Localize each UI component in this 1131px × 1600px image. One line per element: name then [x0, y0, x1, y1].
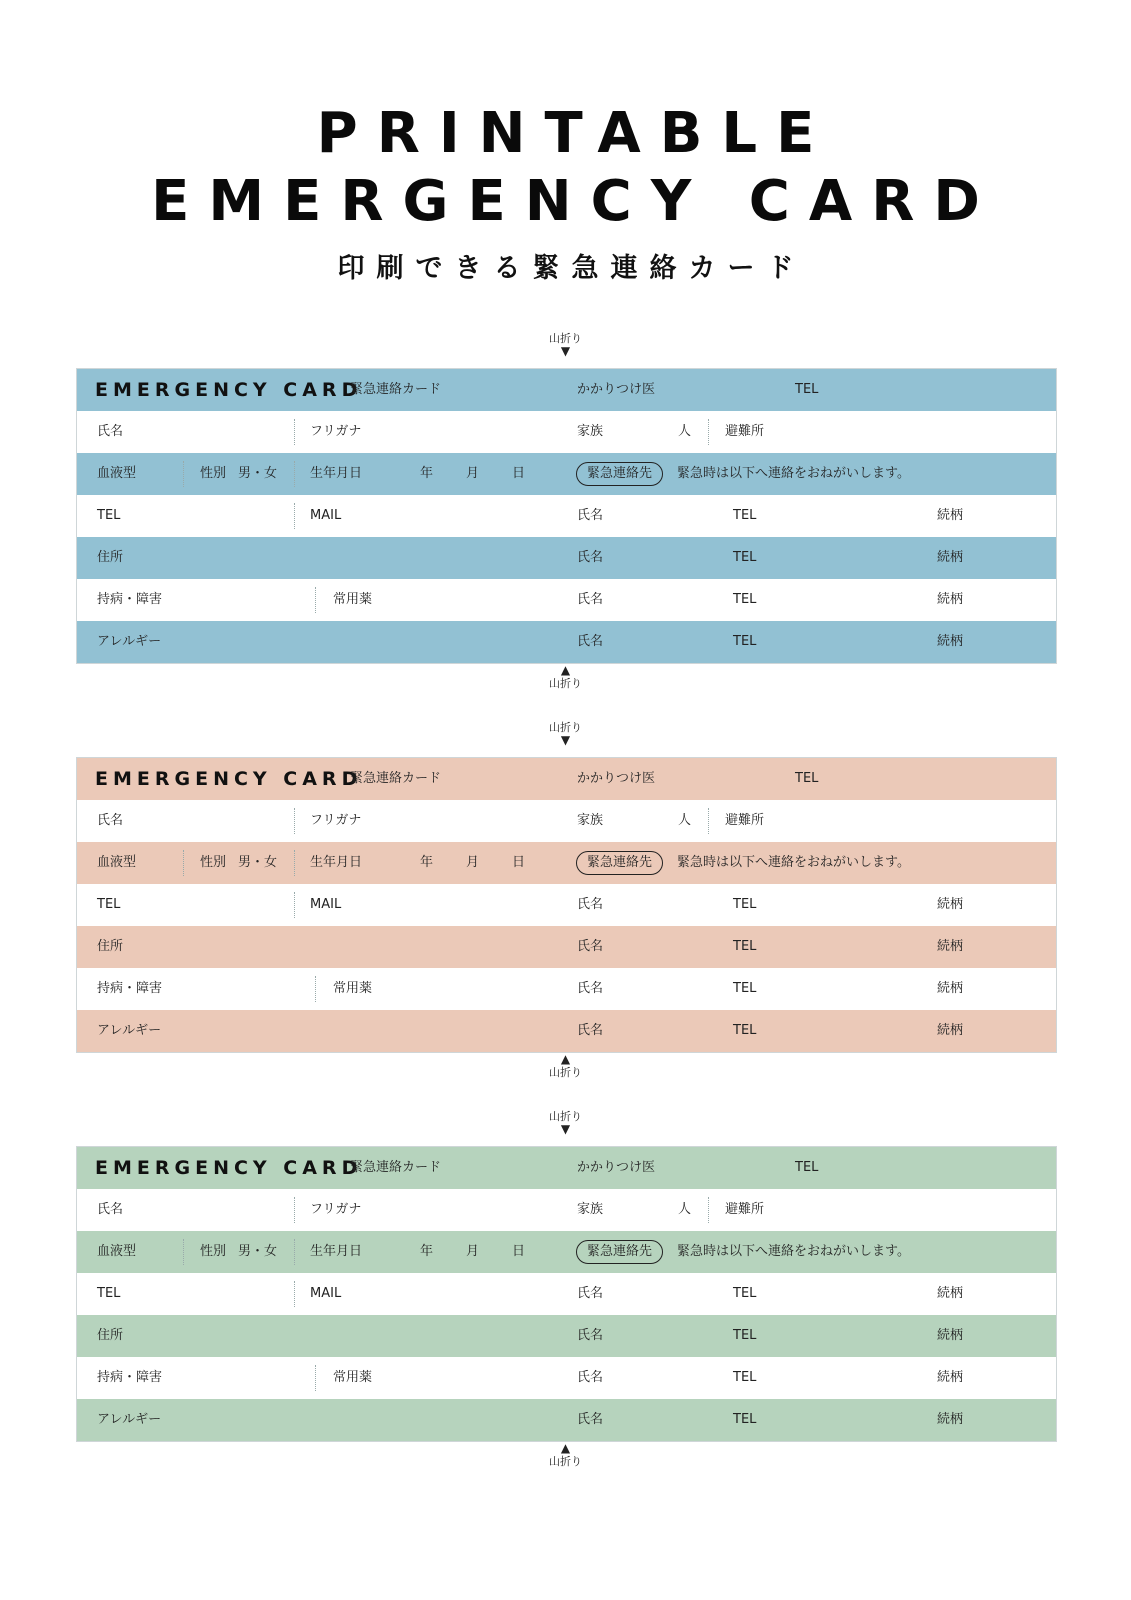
family-persons-label: 人: [678, 1202, 692, 1217]
emergency-contact-badge: 緊急連絡先: [576, 462, 663, 486]
emergency-note: 緊急時は以下へ連絡をおねがいします。: [677, 1244, 910, 1259]
tel-label: TEL: [97, 1286, 121, 1301]
medicine-label: 常用薬: [333, 592, 373, 607]
contact-tel-label: TEL: [733, 1023, 757, 1038]
contact-tel-label: TEL: [733, 508, 757, 523]
contact-tel-label: TEL: [733, 897, 757, 912]
contact-row-2: [77, 926, 1056, 968]
shelter-label: 避難所: [725, 1202, 765, 1217]
fold-label: 山折り: [549, 1455, 582, 1468]
contact-tel-label: TEL: [733, 1412, 757, 1427]
shelter-label: 避難所: [725, 424, 765, 439]
contact-tel-label: TEL: [733, 981, 757, 996]
contact-row-3: [77, 968, 1056, 1010]
fold-arrow-down-icon: ▼: [560, 344, 571, 358]
blood-label: 血液型: [97, 466, 137, 481]
birthday-label: 生年月日: [310, 855, 363, 870]
card-brand-sub: 緊急連絡カード: [350, 382, 442, 397]
title-line-2: EMERGENCY CARD: [151, 169, 999, 234]
fold-marker-top: [0, 721, 1131, 747]
card-peach: [76, 757, 1057, 1053]
month-label: 月: [466, 466, 480, 481]
contact-tel-label: TEL: [733, 592, 757, 607]
fold-arrow-up-icon: ▲: [560, 1441, 571, 1455]
fold-label: 山折り: [549, 332, 582, 345]
contact-relation-label: 続柄: [937, 508, 964, 523]
doctor-label: かかりつけ医: [577, 1160, 656, 1175]
birthday-label: 生年月日: [310, 1244, 363, 1259]
contact-tel-label: TEL: [733, 1370, 757, 1385]
gender-options: 男・女: [238, 466, 278, 481]
fold-arrow-up-icon: ▲: [560, 1052, 571, 1066]
month-label: 月: [466, 1244, 480, 1259]
family-label: 家族: [577, 1202, 604, 1217]
fold-marker-top: [0, 332, 1131, 358]
fold-label: 山折り: [549, 677, 582, 690]
contact-name-label: 氏名: [577, 508, 604, 523]
fold-label: 山折り: [549, 1110, 582, 1123]
subtitle: 印刷できる緊急連絡カード: [337, 253, 806, 284]
contact-name-label: 氏名: [577, 550, 604, 565]
contact-name-label: 氏名: [577, 1370, 604, 1385]
contact-row-2: [77, 1315, 1056, 1357]
contact-row-4: [77, 1399, 1056, 1441]
contact-relation-label: 続柄: [937, 1412, 964, 1427]
contact-tel-label: TEL: [733, 634, 757, 649]
contact-relation-label: 続柄: [937, 897, 964, 912]
name-label: 氏名: [97, 813, 124, 828]
fold-arrow-up-icon: ▲: [560, 663, 571, 677]
contact-relation-label: 続柄: [937, 1286, 964, 1301]
divider: [315, 587, 316, 613]
divider: [294, 1239, 295, 1265]
fold-marker-bottom: [0, 1053, 1131, 1079]
contact-row-4: [77, 1010, 1056, 1052]
contact-relation-label: 続柄: [937, 592, 964, 607]
gender-label: 性別: [200, 855, 227, 870]
card-header-row: [77, 758, 1056, 800]
card-brand: EMERGENCY CARD: [95, 768, 363, 790]
contact-name-label: 氏名: [577, 592, 604, 607]
name-row: [77, 411, 1056, 453]
contact-tel-label: TEL: [733, 939, 757, 954]
divider: [294, 419, 295, 445]
emergency-contact-badge: 緊急連絡先: [576, 851, 663, 875]
doctor-tel-label: TEL: [795, 382, 819, 397]
fold-arrow-down-icon: ▼: [560, 1122, 571, 1136]
card-brand: EMERGENCY CARD: [95, 1157, 363, 1179]
fold-label: 山折り: [549, 1066, 582, 1079]
name-label: 氏名: [97, 424, 124, 439]
card-brand-sub: 緊急連絡カード: [350, 771, 442, 786]
contact-row-3: [77, 579, 1056, 621]
title-line-1: PRINTABLE: [316, 101, 834, 166]
furigana-label: フリガナ: [310, 1202, 362, 1217]
card-brand-sub: 緊急連絡カード: [350, 1160, 442, 1175]
divider: [294, 808, 295, 834]
contact-name-label: 氏名: [577, 1328, 604, 1343]
divider: [315, 976, 316, 1002]
divider: [294, 503, 295, 529]
contact-row-2: [77, 537, 1056, 579]
month-label: 月: [466, 855, 480, 870]
mail-label: MAIL: [310, 1286, 342, 1301]
medicine-label: 常用薬: [333, 1370, 373, 1385]
tel-label: TEL: [97, 897, 121, 912]
card-header-row: [77, 1147, 1056, 1189]
contact-relation-label: 続柄: [937, 1328, 964, 1343]
contact-relation-label: 続柄: [937, 981, 964, 996]
contact-relation-label: 続柄: [937, 550, 964, 565]
name-label: 氏名: [97, 1202, 124, 1217]
divider: [708, 1197, 709, 1223]
blood-row: [77, 1231, 1056, 1273]
divider: [315, 1365, 316, 1391]
divider: [294, 1197, 295, 1223]
mail-label: MAIL: [310, 897, 342, 912]
contact-relation-label: 続柄: [937, 939, 964, 954]
contact-relation-label: 続柄: [937, 1023, 964, 1038]
gender-label: 性別: [200, 1244, 227, 1259]
blood-row: [77, 453, 1056, 495]
family-persons-label: 人: [678, 813, 692, 828]
contact-row-3: [77, 1357, 1056, 1399]
gender-options: 男・女: [238, 855, 278, 870]
gender-options: 男・女: [238, 1244, 278, 1259]
mail-label: MAIL: [310, 508, 342, 523]
fold-marker-top: [0, 1110, 1131, 1136]
fold-label: 山折り: [549, 721, 582, 734]
doctor-tel-label: TEL: [795, 1160, 819, 1175]
blood-label: 血液型: [97, 1244, 137, 1259]
day-label: 日: [512, 1244, 526, 1259]
emergency-note: 緊急時は以下へ連絡をおねがいします。: [677, 855, 910, 870]
address-label: 住所: [97, 939, 124, 954]
tel-label: TEL: [97, 508, 121, 523]
contact-relation-label: 続柄: [937, 1370, 964, 1385]
doctor-label: かかりつけ医: [577, 382, 656, 397]
doctor-tel-label: TEL: [795, 771, 819, 786]
illness-label: 持病・障害: [97, 981, 163, 996]
divider: [294, 892, 295, 918]
gender-label: 性別: [200, 466, 227, 481]
name-row: [77, 1189, 1056, 1231]
contact-name-label: 氏名: [577, 939, 604, 954]
furigana-label: フリガナ: [310, 813, 362, 828]
doctor-label: かかりつけ医: [577, 771, 656, 786]
divider: [183, 461, 184, 487]
name-row: [77, 800, 1056, 842]
year-label: 年: [420, 466, 434, 481]
emergency-note: 緊急時は以下へ連絡をおねがいします。: [677, 466, 910, 481]
furigana-label: フリガナ: [310, 424, 362, 439]
family-label: 家族: [577, 424, 604, 439]
family-persons-label: 人: [678, 424, 692, 439]
day-label: 日: [512, 855, 526, 870]
day-label: 日: [512, 466, 526, 481]
divider: [294, 1281, 295, 1307]
contact-name-label: 氏名: [577, 1023, 604, 1038]
fold-arrow-down-icon: ▼: [560, 733, 571, 747]
contact-name-label: 氏名: [577, 981, 604, 996]
medicine-label: 常用薬: [333, 981, 373, 996]
allergy-label: アレルギー: [97, 1412, 162, 1427]
birthday-label: 生年月日: [310, 466, 363, 481]
contact-row-4: [77, 621, 1056, 663]
contact-row-1: [77, 884, 1056, 926]
fold-marker-bottom: [0, 664, 1131, 690]
divider: [183, 850, 184, 876]
allergy-label: アレルギー: [97, 1023, 162, 1038]
contact-tel-label: TEL: [733, 1286, 757, 1301]
card-brand: EMERGENCY CARD: [95, 379, 363, 401]
address-label: 住所: [97, 1328, 124, 1343]
family-label: 家族: [577, 813, 604, 828]
divider: [183, 1239, 184, 1265]
allergy-label: アレルギー: [97, 634, 162, 649]
divider: [294, 850, 295, 876]
contact-row-1: [77, 1273, 1056, 1315]
blood-row: [77, 842, 1056, 884]
contact-name-label: 氏名: [577, 1286, 604, 1301]
contact-name-label: 氏名: [577, 897, 604, 912]
divider: [294, 461, 295, 487]
year-label: 年: [420, 1244, 434, 1259]
emergency-contact-badge: 緊急連絡先: [576, 1240, 663, 1264]
address-label: 住所: [97, 550, 124, 565]
contact-tel-label: TEL: [733, 1328, 757, 1343]
contact-name-label: 氏名: [577, 1412, 604, 1427]
divider: [708, 419, 709, 445]
divider: [708, 808, 709, 834]
fold-marker-bottom: [0, 1442, 1131, 1468]
contact-tel-label: TEL: [733, 550, 757, 565]
blood-label: 血液型: [97, 855, 137, 870]
illness-label: 持病・障害: [97, 592, 163, 607]
title-block: [0, 100, 1131, 285]
year-label: 年: [420, 855, 434, 870]
illness-label: 持病・障害: [97, 1370, 163, 1385]
card-header-row: [77, 369, 1056, 411]
contact-row-1: [77, 495, 1056, 537]
shelter-label: 避難所: [725, 813, 765, 828]
contact-name-label: 氏名: [577, 634, 604, 649]
card-blue: [76, 368, 1057, 664]
card-green: [76, 1146, 1057, 1442]
contact-relation-label: 続柄: [937, 634, 964, 649]
